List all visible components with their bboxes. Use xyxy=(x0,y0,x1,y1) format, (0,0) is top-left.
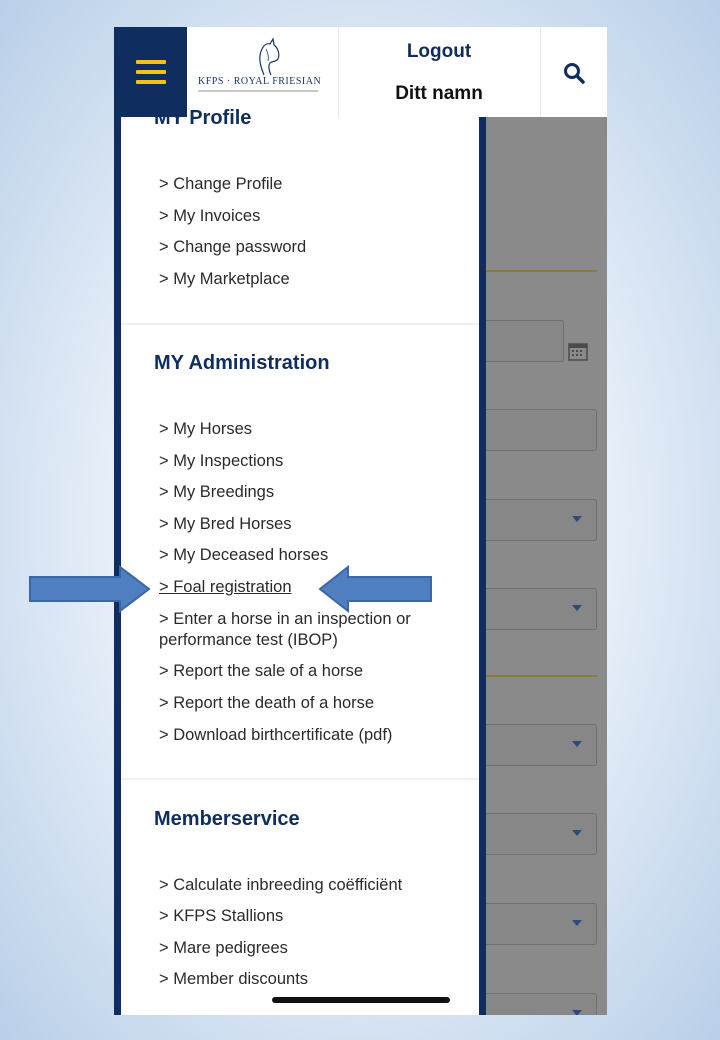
logo-text: KFPS · ROYAL FRIESIAN xyxy=(198,76,322,87)
user-name: Ditt namn xyxy=(395,83,483,104)
app-header xyxy=(114,27,607,117)
section-title-my-profile: MY Profile xyxy=(154,107,252,129)
background-form xyxy=(482,117,607,1015)
phone-screen xyxy=(114,27,607,1015)
menu-item-change-password[interactable]: > Change password xyxy=(159,238,307,256)
chevron-down-icon xyxy=(572,516,582,522)
menu-item-enter-horse-inspection[interactable]: > Enter a horse in an inspection or performance test (IBOP) xyxy=(159,610,411,649)
select-field xyxy=(482,724,597,766)
header-divider xyxy=(338,27,339,117)
search-button[interactable] xyxy=(541,49,607,97)
chevron-down-icon xyxy=(572,920,582,926)
logout-button[interactable]: Logout xyxy=(342,41,536,63)
arrow-right-icon xyxy=(28,565,152,613)
menu-item-download-birthcertificate[interactable]: > Download birthcertificate (pdf) xyxy=(159,726,393,744)
menu-item-change-profile[interactable]: > Change Profile xyxy=(159,175,283,193)
chevron-down-icon xyxy=(572,741,582,747)
horse-head-icon xyxy=(194,35,334,109)
menu-item-my-bred-horses[interactable]: > My Bred Horses xyxy=(159,515,292,533)
menu-item-kfps-stallions[interactable]: > KFPS Stallions xyxy=(159,907,284,925)
menu-item-mare-pedigrees[interactable]: > Mare pedigrees xyxy=(159,939,288,957)
date-field xyxy=(482,320,564,362)
calendar-icon xyxy=(568,343,588,361)
chevron-down-icon xyxy=(572,605,582,611)
search-icon xyxy=(563,62,585,84)
home-indicator[interactable] xyxy=(272,997,450,1003)
section-separator xyxy=(121,323,479,325)
menu-item-my-invoices[interactable]: > My Invoices xyxy=(159,207,261,225)
kfps-logo[interactable] xyxy=(194,35,334,109)
menu-item-my-inspections[interactable]: > My Inspections xyxy=(159,452,284,470)
menu-toggle-button[interactable] xyxy=(114,27,187,117)
chevron-down-icon xyxy=(572,1010,582,1015)
section-divider xyxy=(482,675,597,677)
arrow-left-icon xyxy=(318,565,434,613)
menu-item-my-marketplace[interactable]: > My Marketplace xyxy=(159,270,290,288)
select-field xyxy=(482,588,597,630)
menu-item-calculate-inbreeding[interactable]: > Calculate inbreeding coëfficiënt xyxy=(159,876,403,894)
section-title-my-administration: MY Administration xyxy=(154,352,330,374)
menu-item-foal-registration[interactable]: > Foal registration xyxy=(159,578,292,596)
menu-item-my-breedings[interactable]: > My Breedings xyxy=(159,483,275,501)
menu-item-report-death[interactable]: > Report the death of a horse xyxy=(159,694,375,712)
select-field xyxy=(482,813,597,855)
select-field xyxy=(482,499,597,541)
logo-subtitle xyxy=(198,90,318,92)
section-title-memberservice: Memberservice xyxy=(154,808,300,830)
menu-item-report-sale[interactable]: > Report the sale of a horse xyxy=(159,662,364,680)
chevron-down-icon xyxy=(572,830,582,836)
section-separator xyxy=(121,778,479,780)
select-field xyxy=(482,993,597,1015)
text-field xyxy=(482,409,597,451)
select-field xyxy=(482,903,597,945)
menu-item-my-horses[interactable]: > My Horses xyxy=(159,420,253,438)
section-divider xyxy=(482,270,597,272)
menu-item-my-deceased-horses[interactable]: > My Deceased horses xyxy=(159,546,329,564)
hamburger-icon xyxy=(136,60,166,64)
menu-item-member-discounts[interactable]: > Member discounts xyxy=(159,970,309,988)
